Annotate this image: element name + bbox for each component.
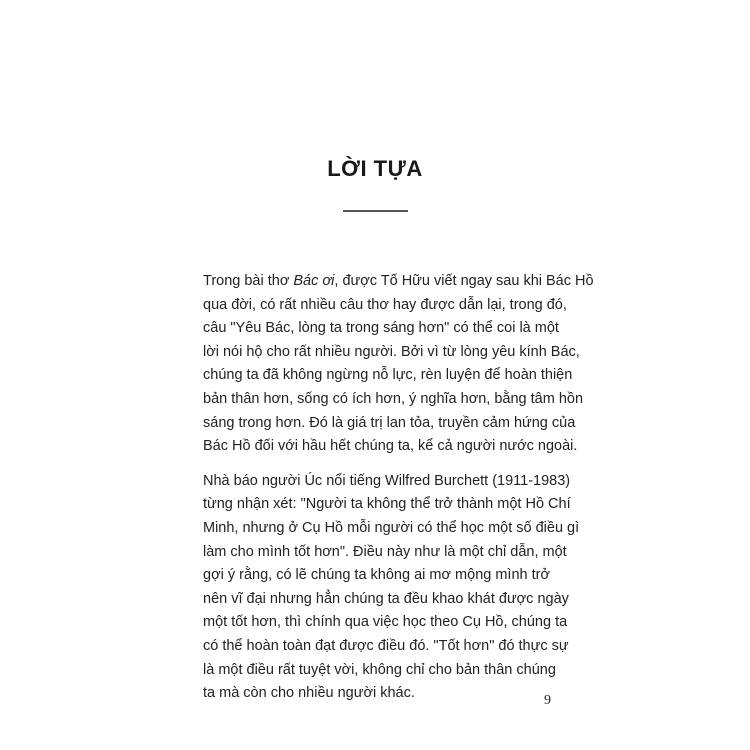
page-number: 9 [544, 693, 551, 708]
text-line: Trong bài thơ Bác ơi, được Tố Hữu viết ngay sau khi Bác Hồ [203, 273, 594, 289]
page-title: LỜI TỰA [327, 156, 423, 181]
text-line: Minh, nhưng ở Cụ Hồ mỗi người có thể học một số điều gì [203, 519, 580, 536]
text-line: bản thân hơn, sống có ích hơn, ý nghĩa hơn, bằng tâm hồn [203, 390, 584, 407]
text-line: lời nói hộ cho rất nhiều người. Bởi vì từ lòng yêu kính Bác, [203, 343, 580, 360]
text-line: qua đời, có rất nhiều câu thơ hay được dẫn lại, trong đó, [203, 296, 567, 313]
text-line: là một điều rất tuyệt vời, không chỉ cho bản thân chúng [203, 661, 556, 678]
text-line: làm cho mình tốt hơn". Điều này như là một chỉ dẫn, một [203, 543, 567, 560]
text-line: một tốt hơn, thì chính qua việc học theo Cụ Hồ, chúng ta [203, 614, 568, 631]
text-line: từng nhận xét: "Người ta không thể trở thành một Hồ Chí [203, 496, 571, 513]
paragraph-1 [203, 270, 594, 459]
text-line: ta mà còn cho nhiều người khác. [203, 685, 415, 702]
text-line: có thể hoàn toàn đạt được điều đó. "Tốt hơn" đó thực sự [203, 637, 569, 654]
text-line: gợi ý rằng, có lẽ chúng ta không ai mơ mộng mình trở [203, 567, 550, 584]
text-line: nên vĩ đại nhưng hẳn chúng ta đều khao khát được ngày [203, 590, 569, 607]
text-line: câu "Yêu Bác, lòng ta trong sáng hơn" có thể coi là một [203, 320, 559, 337]
text-line: Bác Hồ đối với hầu hết chúng ta, kể cả người nước ngoài. [203, 438, 578, 455]
paragraph-2 [203, 470, 580, 706]
body-text [203, 270, 594, 706]
poem-title: Bác ơi [293, 273, 335, 289]
text-line: sáng trong hơn. Đó là giá trị lan tỏa, truyền cảm hứng của [203, 414, 576, 431]
text-line: chúng ta đã không ngừng nỗ lực, rèn luyện để hoàn thiện [203, 367, 573, 384]
title-divider [343, 210, 408, 212]
text-line: Nhà báo người Úc nổi tiếng Wilfred Burchett (1911-1983) [203, 472, 571, 489]
